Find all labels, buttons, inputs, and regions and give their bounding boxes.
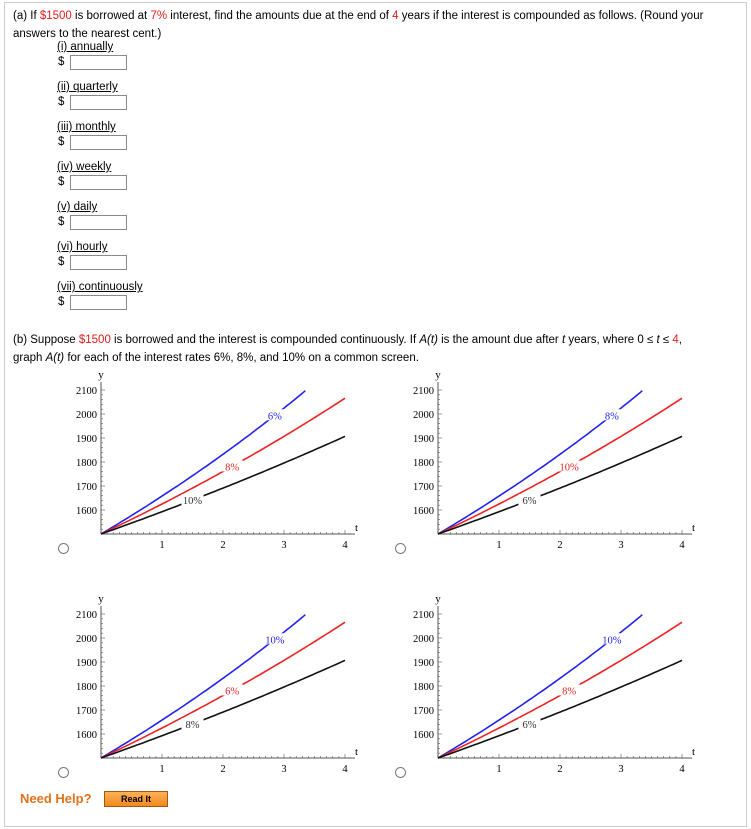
- x-tick-label: 1: [496, 764, 502, 775]
- x-tick-label: 3: [618, 540, 624, 551]
- y-tick-label: 1800: [413, 682, 434, 693]
- y-axis-label: y: [98, 369, 104, 381]
- dollar-sign: $: [58, 136, 65, 148]
- x-tick-label: 4: [342, 764, 348, 775]
- y-tick-label: 2000: [76, 634, 97, 645]
- y-tick-label: 1600: [413, 506, 434, 517]
- answer-continuously-input[interactable]: [70, 295, 127, 310]
- y-axis-label: y: [98, 593, 104, 605]
- y-tick-label: 2000: [76, 410, 97, 421]
- label-continuously: (vii) continuously: [57, 281, 143, 293]
- answer-quarterly-input[interactable]: [70, 95, 127, 110]
- dollar-sign: $: [58, 176, 65, 188]
- series-label: 6%: [225, 686, 240, 698]
- series-label: 10%: [559, 462, 579, 474]
- x-tick-label: 1: [159, 540, 165, 551]
- y-tick-label: 1700: [76, 706, 97, 717]
- part-a-prompt: (a) If $1500 is borrowed at 7% interest, find the amounts due at the end of 4 years if the interest is compounded as follows. (Round your answers to the nearest cent.): [13, 10, 704, 40]
- x-axis-label: t: [692, 522, 696, 534]
- part-b-prompt: (b) Suppose $1500 is borrowed and the interest is compounded continuously. If A(t) is the amount due after t years, where 0 ≤ t ≤ 4, graph A(t) for each of the interest rates 6%, 8%, and 10% on a common screen.: [13, 334, 682, 364]
- x-axis-label: t: [355, 746, 359, 758]
- y-tick-label: 1900: [76, 658, 97, 669]
- need-help-label: Need Help?: [20, 791, 92, 806]
- y-tick-label: 2100: [413, 610, 434, 621]
- x-tick-label: 2: [557, 764, 563, 775]
- graph-option-1: [60, 365, 360, 555]
- graph-option-4: [397, 589, 697, 779]
- y-tick-label: 1800: [413, 458, 434, 469]
- y-tick-label: 1900: [76, 434, 97, 445]
- dollar-sign: $: [58, 296, 65, 308]
- label-quarterly: (ii) quarterly: [57, 81, 118, 93]
- x-tick-label: 2: [557, 540, 563, 551]
- label-weekly: (iv) weekly: [57, 161, 112, 173]
- series-label: 8%: [562, 686, 577, 698]
- y-tick-label: 2000: [413, 410, 434, 421]
- answer-weekly-input[interactable]: [70, 175, 127, 190]
- x-axis-label: t: [355, 522, 359, 534]
- y-tick-label: 2000: [413, 634, 434, 645]
- series-label: 6%: [522, 720, 537, 732]
- x-tick-label: 3: [281, 540, 287, 551]
- graph-option-3: [60, 589, 360, 779]
- series-label: 8%: [604, 411, 619, 423]
- y-tick-label: 1800: [76, 458, 97, 469]
- label-daily: (v) daily: [57, 201, 98, 213]
- y-tick-label: 1900: [413, 434, 434, 445]
- series-label: 6%: [267, 411, 282, 423]
- label-annually: (i) annually: [57, 41, 114, 53]
- y-tick-label: 1800: [76, 682, 97, 693]
- x-tick-label: 4: [679, 764, 685, 775]
- y-tick-label: 1600: [76, 730, 97, 741]
- x-tick-label: 3: [618, 764, 624, 775]
- y-tick-label: 1700: [413, 482, 434, 493]
- x-tick-label: 4: [342, 540, 348, 551]
- y-tick-label: 2100: [413, 386, 434, 397]
- y-tick-label: 1600: [76, 506, 97, 517]
- label-hourly: (vi) hourly: [57, 241, 108, 253]
- series-line: [438, 436, 682, 534]
- answer-annually-input[interactable]: [70, 55, 127, 70]
- x-tick-label: 2: [220, 764, 226, 775]
- series-label: 10%: [265, 635, 285, 647]
- series-label: 6%: [522, 496, 537, 508]
- x-tick-label: 2: [220, 540, 226, 551]
- y-tick-label: 1700: [76, 482, 97, 493]
- y-tick-label: 1900: [413, 658, 434, 669]
- y-tick-label: 1700: [413, 706, 434, 717]
- series-label: 8%: [185, 720, 200, 732]
- x-axis-label: t: [692, 746, 696, 758]
- y-tick-label: 2100: [76, 386, 97, 397]
- x-tick-label: 4: [679, 540, 685, 551]
- series-label: 8%: [225, 462, 240, 474]
- y-axis-label: y: [435, 369, 441, 381]
- y-axis-label: y: [435, 593, 441, 605]
- dollar-sign: $: [58, 256, 65, 268]
- dollar-sign: $: [58, 216, 65, 228]
- x-tick-label: 1: [496, 540, 502, 551]
- series-line: [101, 436, 345, 534]
- series-label: 10%: [602, 635, 622, 647]
- series-line: [438, 660, 682, 758]
- answer-daily-input[interactable]: [70, 215, 127, 230]
- answer-monthly-input[interactable]: [70, 135, 127, 150]
- graph-option-2: [397, 365, 697, 555]
- y-tick-label: 1600: [413, 730, 434, 741]
- dollar-sign: $: [58, 96, 65, 108]
- series-line: [101, 660, 345, 758]
- x-tick-label: 1: [159, 764, 165, 775]
- series-label: 10%: [182, 496, 203, 508]
- dollar-sign: $: [58, 56, 65, 68]
- x-tick-label: 3: [281, 764, 287, 775]
- answer-hourly-input[interactable]: [70, 255, 127, 270]
- label-monthly: (iii) monthly: [57, 121, 116, 133]
- y-tick-label: 2100: [76, 610, 97, 621]
- read-it-button[interactable]: Read It: [104, 791, 168, 807]
